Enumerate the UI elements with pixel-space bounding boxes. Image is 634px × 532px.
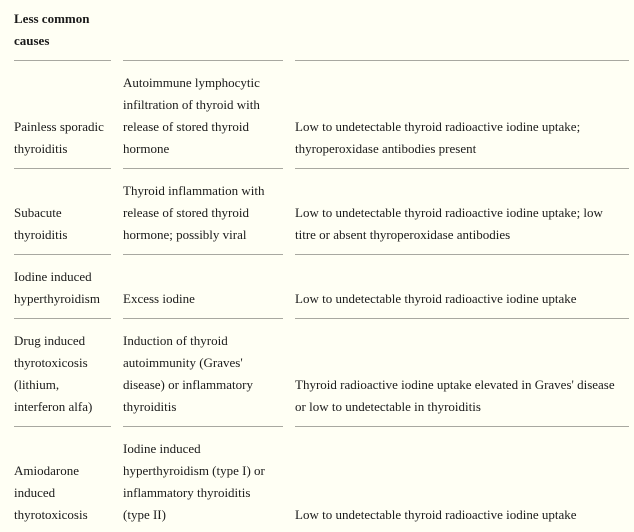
header-cause-cell: [14, 8, 89, 52]
cause-cell: [14, 330, 92, 418]
header-line: Less common: [14, 11, 90, 26]
mechanism-cell: [123, 330, 253, 418]
cell-line: Autoimmune lymphocytic: [123, 75, 260, 90]
cell-line: Amiodarone: [14, 463, 79, 478]
findings-cell: [295, 116, 580, 160]
cell-line: Iodine induced: [123, 441, 201, 456]
row-divider: [295, 318, 629, 319]
row-divider: [14, 168, 111, 169]
cell-line: autoimmunity (Graves': [123, 355, 243, 370]
cell-line: Excess iodine: [123, 291, 195, 306]
findings-cell: [295, 504, 577, 526]
mechanism-cell: [123, 438, 265, 526]
cell-line: thyroiditis: [123, 399, 177, 414]
cell-line: induced: [14, 485, 56, 500]
row-divider: [123, 168, 283, 169]
row-divider: [123, 60, 283, 61]
cell-line: Thyroid inflammation with: [123, 183, 265, 198]
cell-line: disease) or inflammatory: [123, 377, 253, 392]
row-divider: [123, 254, 283, 255]
cell-line: thyroiditis: [14, 141, 68, 156]
cell-line: infiltration of thyroid with: [123, 97, 260, 112]
mechanism-cell: [123, 72, 260, 160]
cell-line: release of stored thyroid: [123, 205, 249, 220]
cell-line: hormone: [123, 141, 170, 156]
cell-line: release of stored thyroid: [123, 119, 249, 134]
cell-line: hyperthyroidism: [14, 291, 100, 306]
cause-cell: [14, 266, 100, 310]
cell-line: thyroperoxidase antibodies present: [295, 141, 477, 156]
row-divider: [14, 318, 111, 319]
cell-line: thyrotoxicosis: [14, 355, 88, 370]
cell-line: Drug induced: [14, 333, 86, 348]
cell-line: Low to undetectable thyroid radioactive iodine uptake;: [295, 119, 581, 134]
findings-cell: [295, 202, 603, 246]
row-divider: [295, 168, 629, 169]
row-divider: [295, 254, 629, 255]
cause-cell: [14, 202, 67, 246]
cell-line: (type II): [123, 507, 166, 522]
cell-line: Iodine induced: [14, 269, 92, 284]
cell-line: titre or absent thyroperoxidase antibodies: [295, 227, 511, 242]
row-divider: [14, 254, 111, 255]
cell-line: Low to undetectable thyroid radioactive iodine uptake: [295, 507, 577, 522]
row-divider: [295, 426, 629, 427]
cell-line: inflammatory thyroiditis: [123, 485, 251, 500]
cell-line: or low to undetectable in thyroiditis: [295, 399, 481, 414]
cell-line: Low to undetectable thyroid radioactive iodine uptake: [295, 291, 577, 306]
cell-line: Low to undetectable thyroid radioactive iodine uptake; low: [295, 205, 603, 220]
cell-line: hyperthyroidism (type I) or: [123, 463, 265, 478]
cause-cell: [14, 460, 88, 526]
cell-line: Painless sporadic: [14, 119, 104, 134]
cell-line: Subacute: [14, 205, 62, 220]
cause-cell: [14, 116, 104, 160]
cell-line: thyroiditis: [14, 227, 68, 242]
row-divider: [14, 60, 111, 61]
cell-line: hormone; possibly viral: [123, 227, 247, 242]
cell-line: interferon alfa): [14, 399, 93, 414]
row-divider: [14, 426, 111, 427]
row-divider: [123, 318, 283, 319]
mechanism-cell: [123, 180, 265, 246]
row-divider: [123, 426, 283, 427]
cell-line: (lithium,: [14, 377, 60, 392]
cell-line: Induction of thyroid: [123, 333, 228, 348]
cell-line: thyrotoxicosis: [14, 507, 88, 522]
header-line: causes: [14, 33, 50, 48]
mechanism-cell: [123, 288, 195, 310]
findings-cell: [295, 288, 577, 310]
row-divider: [295, 60, 629, 61]
findings-cell: [295, 374, 615, 418]
cell-line: Thyroid radioactive iodine uptake elevated in Graves' disease: [295, 377, 615, 392]
